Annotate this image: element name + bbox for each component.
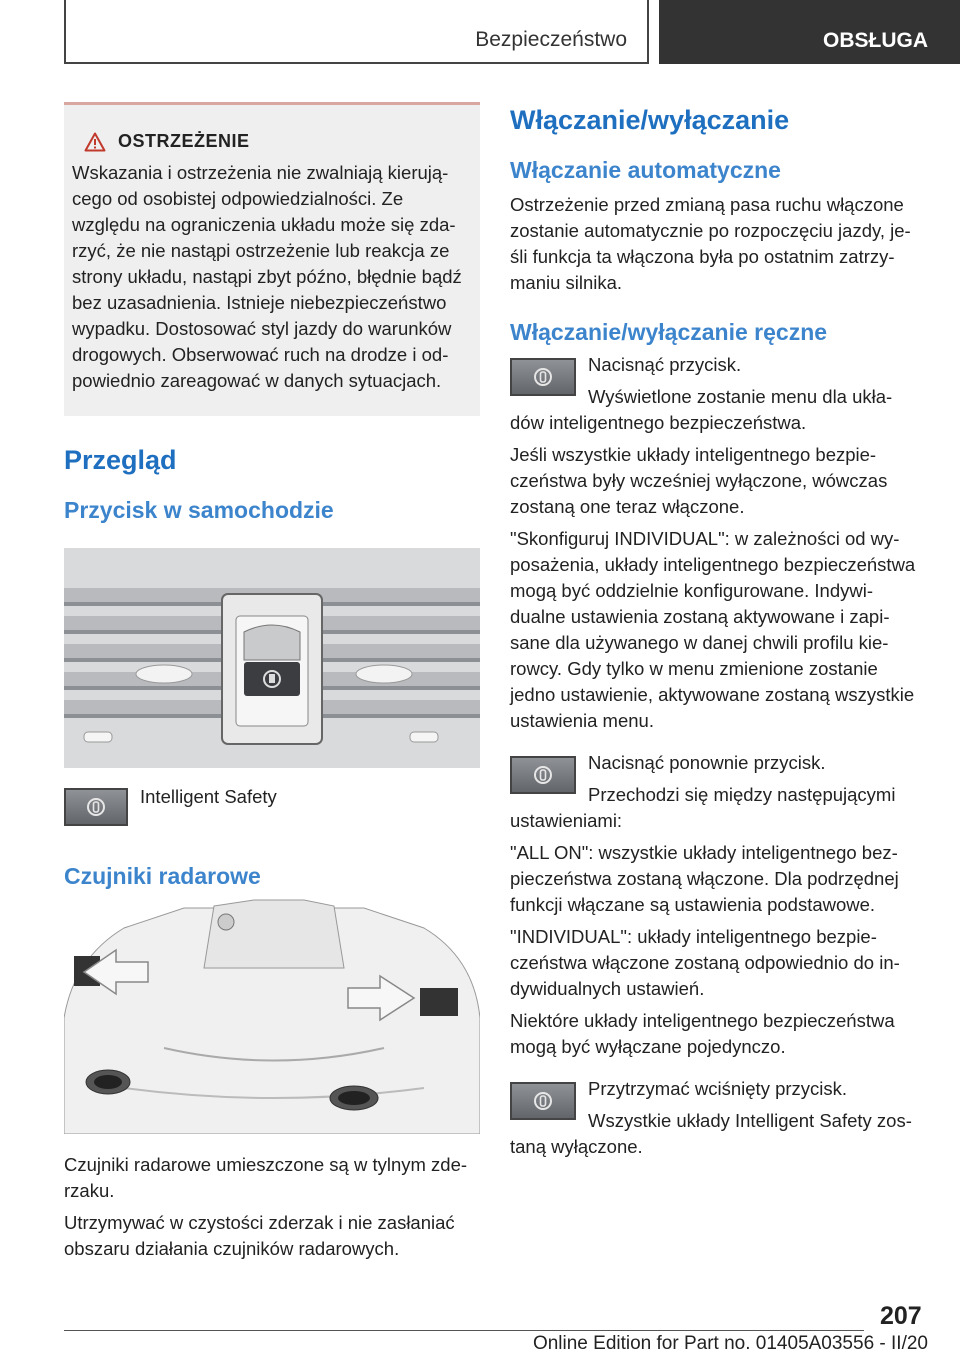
text-line: pieczeństwa zostaną włączone. Dla podrzędnej — [510, 868, 899, 889]
step-hold-button — [510, 1078, 930, 1134]
radar-paragraph-1 — [64, 1152, 480, 1204]
step-text — [588, 352, 892, 410]
heading-radar: Czujniki radarowe — [64, 863, 261, 889]
text-line: Utrzymywać w czystości zderzak i nie zasłaniać — [64, 1212, 455, 1233]
all-systems-paragraph — [510, 442, 930, 520]
warning-line: rzyć, że nie nastąpi ostrzeżenie lub reakcja ze — [72, 240, 450, 261]
individual-paragraph — [510, 924, 930, 1002]
all-on-paragraph — [510, 840, 930, 918]
text-line: sane dla używanego w danej chwili profilu kie- — [510, 632, 889, 653]
warning-line: drogowych. Obserwować ruch na drodze i od- — [72, 344, 449, 365]
text-line: rzaku. — [64, 1180, 115, 1201]
step-continued: taną wyłączone. — [510, 1136, 643, 1157]
section-title: Bezpieczeństwo — [475, 28, 627, 51]
heading-auto-on: Włączanie automatyczne — [510, 157, 781, 183]
text-line: posażenia, układy inteligentnego bezpieczeństwa — [510, 554, 916, 575]
warning-line: cego od osobistej odpowiedzialności. Ze — [72, 188, 404, 209]
warning-box — [64, 102, 480, 416]
warning-heading — [84, 131, 470, 152]
rear-bumper-radar-photo — [64, 898, 480, 1134]
text-line: Nacisnąć ponownie przycisk. — [588, 752, 826, 773]
intelligent-safety-button-icon[interactable] — [510, 756, 576, 794]
heading-button-in-car: Przycisk w samochodzie — [64, 497, 334, 523]
text-line: rowcy. Gdy tylko w menu zmienione zostanie — [510, 658, 878, 679]
footer-rule — [64, 1330, 864, 1331]
step-text — [588, 750, 895, 808]
text-line: czeństwa włączone zostaną odpowiednio do in- — [510, 952, 900, 973]
text-line: Niektóre układy inteligentnego bezpieczeństwa — [510, 1010, 895, 1031]
text-line: Przytrzymać wciśnięty przycisk. — [588, 1078, 848, 1099]
button-legend — [64, 788, 480, 826]
warning-line: względu na ograniczenia układu może się zda- — [72, 214, 456, 235]
text-line: dywidualnych ustawień. — [510, 978, 705, 999]
heading-overview: Przegląd — [64, 445, 177, 475]
warning-line: bez uzasadnienia. Istnieje niebezpieczeństwo — [72, 292, 447, 313]
heading-manual-on-off: Włączanie/wyłączanie ręczne — [510, 319, 828, 345]
intelligent-safety-button-icon[interactable] — [64, 788, 128, 826]
configure-paragraph — [510, 526, 930, 734]
warning-line: Wskazania i ostrzeżenia nie zwalniają kierują- — [72, 162, 449, 183]
text-line: "ALL ON": wszystkie układy inteligentnego bez- — [510, 842, 898, 863]
step-press-again — [510, 752, 930, 808]
radar-paragraph-2 — [64, 1210, 480, 1262]
header-frame — [64, 0, 649, 64]
car-grille-button-photo — [64, 548, 480, 768]
heading-on-off: Włączanie/wyłączanie — [510, 105, 790, 135]
warning-line: powiednio zareagować w danych sytuacjach. — [72, 370, 442, 391]
edition-note: Online Edition for Part no. 01405A03556 - II/20 — [532, 1333, 928, 1354]
button-label: Intelligent Safety — [140, 786, 277, 807]
text-line: Nacisnąć przycisk. — [588, 354, 742, 375]
text-line: Wszystkie układy Intelligent Safety zos- — [588, 1110, 912, 1131]
left-column — [64, 102, 480, 1262]
text-line: Wyświetlone zostanie menu dla ukła- — [588, 386, 893, 407]
warning-line: wypadku. Dostosować styl jazdy do warunków — [72, 318, 452, 339]
step-continued: dów inteligentnego bezpieczeństwa. — [510, 412, 807, 433]
auto-paragraph — [510, 192, 930, 296]
text-line: zostaną one teraz włączone. — [510, 496, 745, 517]
warning-title: OSTRZEŻENIE — [118, 131, 250, 151]
text-line: Ostrzeżenie przed zmianą pasa ruchu włączone — [510, 194, 904, 215]
text-line: śli funkcja ta włączona była po ostatnim zatrzy- — [510, 246, 895, 267]
chapter-tab-label: OBSŁUGA — [823, 29, 928, 52]
text-line: Przechodzi się między następującymi — [588, 784, 896, 805]
warning-text — [72, 160, 470, 394]
text-line: czeństwa były wcześniej wyłączone, wówczas — [510, 470, 888, 491]
text-line: obszaru działania czujników radarowych. — [64, 1238, 400, 1259]
intelligent-safety-button-icon[interactable] — [510, 358, 576, 396]
text-line: maniu silnika. — [510, 272, 623, 293]
text-line: dualne ustawienia zostaną aktywowane i zapi- — [510, 606, 890, 627]
intelligent-safety-button-icon[interactable] — [510, 1082, 576, 1120]
text-line: "Skonfiguruj INDIVIDUAL": w zależności od wy- — [510, 528, 900, 549]
text-line: jedno ustawienie, aktywowane zostaną wszystkie — [510, 684, 915, 705]
page-number: 207 — [880, 1302, 922, 1330]
text-line: funkcji włączane są ustawienia podstawowe. — [510, 894, 876, 915]
step-continued: ustawieniami: — [510, 810, 623, 831]
text-line: ustawienia menu. — [510, 710, 654, 731]
right-column — [510, 102, 930, 1160]
text-line: "INDIVIDUAL": układy inteligentnego bezpie- — [510, 926, 877, 947]
warning-triangle-icon — [84, 132, 106, 152]
text-line: zostanie automatycznie po rozpoczęciu jazdy, je- — [510, 220, 911, 241]
text-line: mogą być oddzielnie konfigurowane. Indywi- — [510, 580, 874, 601]
warning-line: strony układu, nastąpi zbyt późno, błędnie bądź — [72, 266, 462, 287]
step-text — [588, 1076, 912, 1134]
text-line: Czujniki radarowe umieszczone są w tylnym zde- — [64, 1154, 468, 1175]
text-line: Jeśli wszystkie układy inteligentnego bezpie- — [510, 444, 877, 465]
chapter-tab[interactable] — [659, 0, 960, 64]
step-press-button — [510, 354, 930, 410]
some-systems-paragraph — [510, 1008, 930, 1060]
text-line: mogą być wyłączane pojedynczo. — [510, 1036, 786, 1057]
